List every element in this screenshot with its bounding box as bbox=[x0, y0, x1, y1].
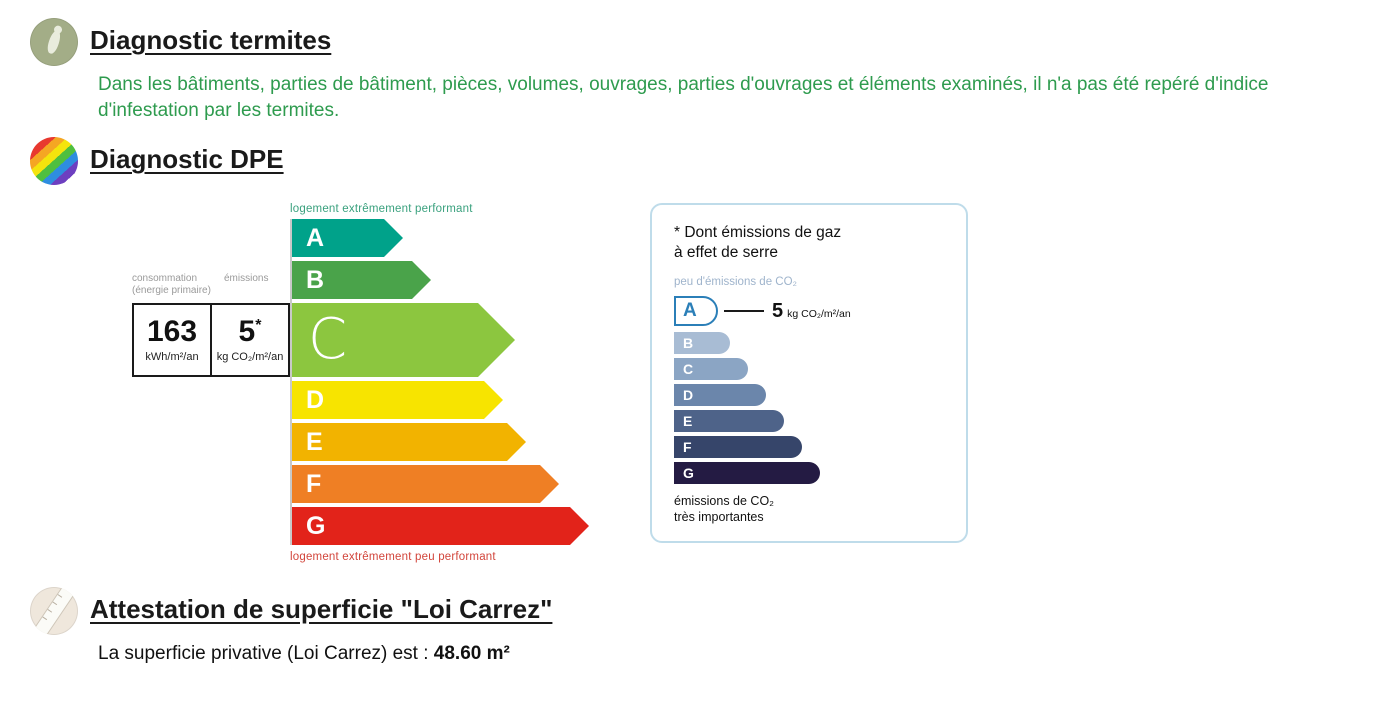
energy-letter-b: B bbox=[306, 265, 325, 294]
ges-foot-line2: très importantes bbox=[674, 509, 764, 524]
energy-bar-row-e bbox=[292, 423, 580, 461]
energy-bar-current bbox=[292, 303, 478, 377]
energy-unit: kWh/m²/an bbox=[145, 351, 199, 364]
ges-scale-bottom-label bbox=[674, 494, 946, 525]
ges-letter-f: F bbox=[683, 439, 692, 456]
page-title-termites: Diagnostic termites bbox=[90, 25, 332, 55]
energy-bar-row-f bbox=[292, 465, 580, 503]
energy-caption-bottom: logement extrêmement peu performant bbox=[290, 551, 496, 564]
energy-caption-top: logement extrêmement performant bbox=[290, 203, 473, 216]
section-termites-body bbox=[98, 72, 1370, 123]
energy-current-class: C bbox=[308, 307, 348, 373]
energy-letter-e: E bbox=[306, 427, 323, 456]
section-carrez bbox=[30, 587, 1370, 635]
energy-bar-row-g bbox=[292, 507, 580, 545]
carrez-text-prefix: La superficie privative (Loi Carrez) est : bbox=[98, 643, 434, 665]
energy-bar-row-b bbox=[292, 261, 580, 299]
ruler-icon bbox=[30, 587, 78, 635]
termites-text: Dans les bâtiments, parties de bâtiment, pièces, volumes, ouvrages, parties d'ouvrages et éléments examinés, il n'a pas été repéré d'indice d'infestation par les termites. bbox=[98, 74, 1269, 121]
ges-bar-row-f bbox=[674, 436, 946, 458]
label-consommation-sub: (énergie primaire) bbox=[132, 284, 211, 296]
energy-letter-d: D bbox=[306, 385, 325, 414]
ges-unit: kg CO₂/m²/an bbox=[216, 351, 284, 364]
label-emissions: émissions bbox=[224, 273, 269, 285]
ges-letter-a: A bbox=[683, 300, 697, 322]
energy-bars bbox=[132, 219, 580, 545]
ges-letter-d: D bbox=[683, 387, 694, 404]
energy-scale bbox=[130, 203, 580, 563]
energy-consumption-value bbox=[134, 305, 212, 375]
ges-star: * bbox=[255, 317, 262, 335]
energy-letter-f: F bbox=[306, 469, 322, 498]
ges-panel-value: 5 bbox=[772, 299, 784, 322]
rainbow-icon bbox=[30, 137, 78, 185]
carrez-text bbox=[98, 641, 1370, 667]
ges-bar-row-e bbox=[674, 410, 946, 432]
ges-bar-row-d bbox=[674, 384, 946, 406]
section-carrez-body bbox=[98, 641, 1370, 667]
section-termites bbox=[30, 18, 1370, 66]
ges-bar-row-c bbox=[674, 358, 946, 380]
energy-bar-row-c bbox=[132, 273, 580, 377]
energy-value-box bbox=[132, 303, 290, 377]
ges-letter-b: B bbox=[683, 335, 694, 352]
ges-letter-c: C bbox=[683, 361, 694, 378]
ges-title-line1: * Dont émissions de gaz bbox=[674, 224, 842, 242]
ges-consumption-value bbox=[212, 305, 288, 375]
section-dpe bbox=[30, 137, 1370, 185]
ges-foot-line1: émissions de CO₂ bbox=[674, 494, 775, 509]
ges-panel-title bbox=[674, 223, 946, 262]
energy-number: 163 bbox=[146, 315, 198, 349]
ges-letter-g: G bbox=[683, 465, 694, 482]
energy-bar-row-d bbox=[292, 381, 580, 419]
energy-value-labels bbox=[132, 273, 290, 296]
energy-letter-g: G bbox=[306, 511, 326, 540]
energy-bar-row-a bbox=[292, 219, 580, 257]
ges-title-line2: à effet de serre bbox=[674, 243, 778, 261]
ges-bar-row-a bbox=[674, 296, 946, 326]
carrez-value: 48.60 m² bbox=[433, 643, 510, 665]
termite-icon bbox=[30, 18, 78, 66]
label-consommation: consommation bbox=[132, 273, 198, 285]
ges-letter-e: E bbox=[683, 413, 693, 430]
page-title-dpe: Diagnostic DPE bbox=[90, 144, 284, 175]
ges-scale-top-label: peu d'émissions de CO₂ bbox=[674, 276, 797, 289]
ges-bar-row-b bbox=[674, 332, 946, 354]
energy-letter-a: A bbox=[306, 223, 325, 252]
page-title-carrez: Attestation de superficie "Loi Carrez" bbox=[90, 594, 553, 625]
ges-panel bbox=[650, 203, 968, 543]
ges-panel-unit: kg CO₂/m²/an bbox=[787, 307, 851, 320]
ges-bars bbox=[674, 296, 946, 484]
ges-number: 5 bbox=[238, 315, 256, 349]
dpe-graphic bbox=[30, 203, 1370, 563]
ges-bar-row-g bbox=[674, 462, 946, 484]
ges-leader-line bbox=[724, 310, 764, 312]
